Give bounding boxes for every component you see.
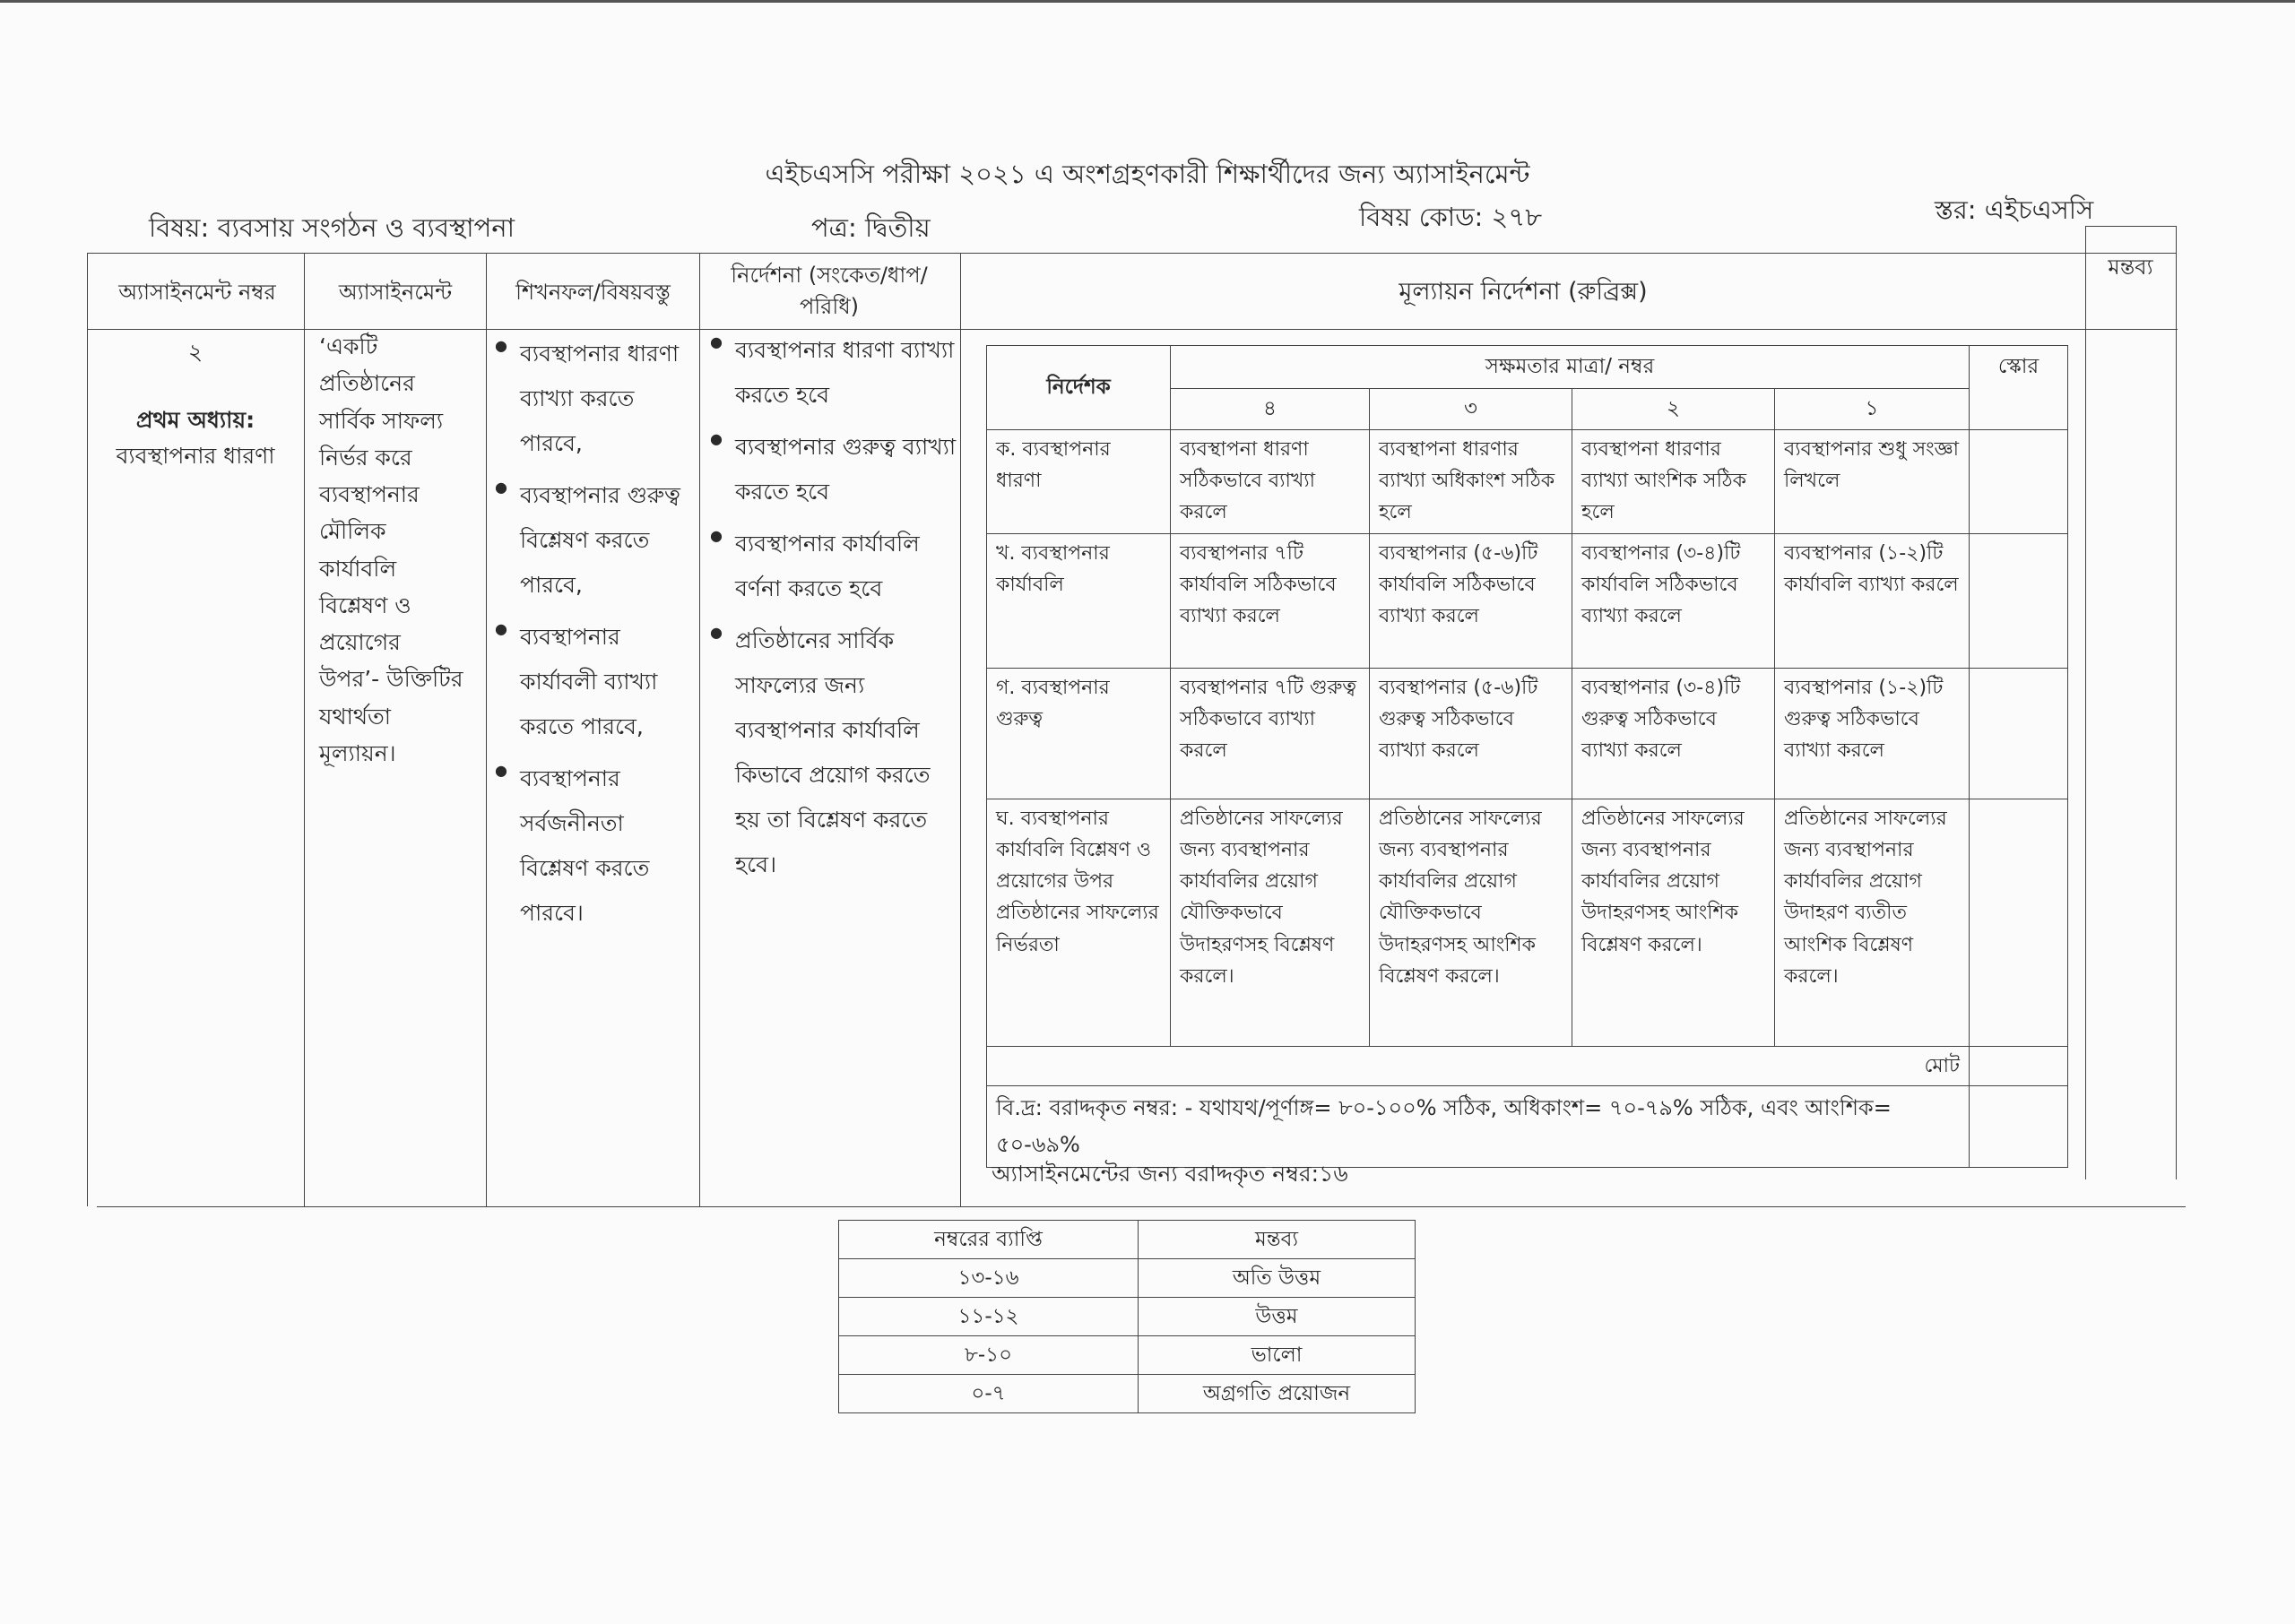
rubric-level-1: ১ (1775, 389, 1970, 430)
rubric-level-4: ৪ (1171, 389, 1370, 430)
chapter-name: ব্যবস্থাপনার ধারণা (116, 443, 275, 469)
rubric-cell: ব্যবস্থাপনা ধারণার ব্যাখ্যা অধিকাংশ সঠিক হলে (1370, 429, 1572, 533)
rubric-cell: ব্যবস্থাপনার ৭টি গুরুত্ব সঠিকভাবে ব্যাখ্যা করলে (1171, 668, 1370, 799)
rubric-indicator: ঘ. ব্যবস্থাপনার কার্যাবলি বিশ্লেষণ ও প্রয়োগের উপর প্রতিষ্ঠানের সাফল্যের নির্ভরতা (987, 799, 1171, 1046)
learning-outcome-item: ● ব্যবস্থাপনার কার্যাবলী ব্যাখ্যা করতে পারবে, (495, 615, 694, 749)
rubric-score-cell (1970, 533, 2068, 668)
range-header-score: নম্বরের ব্যাপ্তি (839, 1221, 1139, 1259)
rubric-cell: প্রতিষ্ঠানের সাফল্যের জন্য ব্যবস্থাপনার কার্যাবলির প্রয়োগ যৌক্তিকভাবে উদাহরণসহ বিশ্লেষণ করলে। (1171, 799, 1370, 1046)
rubric-cell: ব্যবস্থাপনার ৭টি কার্যাবলি সঠিকভাবে ব্যাখ্যা করলে (1171, 533, 1370, 668)
remarks-top-border (2085, 226, 2176, 227)
range-remark: অগ্রগতি প্রয়োজন (1139, 1375, 1416, 1413)
chapter-label: প্রথম অধ্যায়: (135, 407, 255, 433)
learning-outcome-item: ● ব্যবস্থাপনার ধারণা ব্যাখ্যা করতে পারবে, (495, 332, 694, 466)
rubric-cell: ব্যবস্থাপনার (৫-৬)টি গুরুত্ব সঠিকভাবে ব্যাখ্যা করলে (1370, 668, 1572, 799)
rubric-score-cell (1970, 389, 2068, 430)
learning-outcome-item: ● ব্যবস্থাপনার সর্বজনীনতা বিশ্লেষণ করতে পারবে। (495, 756, 694, 936)
instruction-item: ● প্রতিষ্ঠানের সার্বিক সাফল্যের জন্য ব্যবস্থাপনার কার্যাবলি কিভাবে প্রয়োগ করতে হয় তা বিশ্লেষণ করতে হবে। (710, 618, 957, 887)
range-remark: উত্তম (1139, 1298, 1416, 1336)
instruction-item: ● ব্যবস্থাপনার কার্যাবলি বর্ণনা করতে হবে (710, 522, 957, 611)
assignment-text: ‘একটি প্রতিষ্ঠানের সার্বিক সাফল্য নির্ভর করে ব্যবস্থাপনার মৌলিক কার্যাবলি বিশ্লেষণ ও প্রয়োগের উপর’- উক্তিটির যথার্থতা মূল্যায়ন। (319, 333, 463, 766)
rubric-level-3: ৩ (1370, 389, 1572, 430)
range-score: ১৩-১৬ (839, 1259, 1139, 1298)
instruction-item: ● ব্যবস্থাপনার ধারণা ব্যাখ্যা করতে হবে (710, 328, 957, 418)
rubric-indicator-header: নির্দেশক (987, 346, 1171, 430)
rubric-score-cell (1970, 799, 2068, 1046)
header-learning-outcome: শিখনফল/বিষয়বস্তু (515, 279, 671, 305)
rubric-cell: ব্যবস্থাপনার (৫-৬)টি কার্যাবলি সঠিকভাবে ব্যাখ্যা করলে (1370, 533, 1572, 668)
rubric-cell: প্রতিষ্ঠানের সাফল্যের জন্য ব্যবস্থাপনার কার্যাবলির প্রয়োগ উদাহরণসহ আংশিক বিশ্লেষণ করলে। (1572, 799, 1775, 1046)
rubric-note: বি.দ্র: বরাদ্দকৃত নম্বর: - যথাযথ/পূর্ণাঙ্গ= ৮০-১০০% সঠিক, অধিকাংশ= ৭০-৭৯% সঠিক, এবং আংশিক= ৫০-৬৯% (987, 1085, 1970, 1167)
header-instructions: নির্দেশনা (সংকেত/ধাপ/পরিধি) (731, 263, 928, 319)
rubric-table (986, 345, 2068, 1168)
header-assignment-no: অ্যাসাইনমেন্ট নম্বর (118, 279, 276, 305)
subject-label: বিষয়: ব্যবসায় সংগঠন ও ব্যবস্থাপনা (149, 212, 515, 243)
allocated-marks: অ্যাসাইনমেন্টের জন্য বরাদ্দকৃত নম্বর:১৬ (992, 1161, 1348, 1187)
assignment-number: ২ (187, 339, 204, 365)
rubric-note-score (1970, 1085, 2068, 1167)
rubric-indicator: গ. ব্যবস্থাপনার গুরুত্ব (987, 668, 1171, 799)
score-range-table (838, 1220, 1416, 1413)
paper-label: পত্র: দ্বিতীয় (811, 212, 931, 243)
range-header-remark: মন্তব্য (1139, 1221, 1416, 1259)
rubric-cell: প্রতিষ্ঠানের সাফল্যের জন্য ব্যবস্থাপনার কার্যাবলির প্রয়োগ উদাহরণ ব্যতীত আংশিক বিশ্লেষণ করলে। (1775, 799, 1970, 1046)
rubric-indicator: ক. ব্যবস্থাপনার ধারণা (987, 429, 1171, 533)
col-line-6 (2176, 226, 2177, 1179)
rubric-level-2: ২ (1572, 389, 1775, 430)
page-title: এইচএসসি পরীক্ষা ২০২১ এ অংশগ্রহণকারী শিক্ষার্থীদের জন্য অ্যাসাইনমেন্ট (765, 159, 1530, 189)
rubric-indicator: খ. ব্যবস্থাপনার কার্যাবলি (987, 533, 1171, 668)
rubric-score-cell (1970, 429, 2068, 533)
level-label: স্তর: এইচএসসি (1935, 194, 2094, 225)
rubric-score-cell (1970, 668, 2068, 799)
rubric-cell: ব্যবস্থাপনার শুধু সংজ্ঞা লিখলে (1775, 429, 1970, 533)
instructions-list (710, 328, 957, 894)
range-remark: ভালো (1139, 1336, 1416, 1375)
main-table-top-border (87, 253, 2176, 254)
rubric-cell: ব্যবস্থাপনার (১-২)টি কার্যাবলি ব্যাখ্যা করলে (1775, 533, 1970, 668)
range-remark: অতি উত্তম (1139, 1259, 1416, 1298)
rubric-score-header: স্কোর (1970, 346, 2068, 389)
rubric-level-header: সক্ষমতার মাত্রা/ নম্বর (1171, 346, 1970, 389)
rubric-cell: ব্যবস্থাপনা ধারণা সঠিকভাবে ব্যাখ্যা করলে (1171, 429, 1370, 533)
learning-outcome-item: ● ব্যবস্থাপনার গুরুত্ব বিশ্লেষণ করতে পারবে, (495, 473, 694, 608)
rubric-cell: ব্যবস্থাপনা ধারণার ব্যাখ্যা আংশিক সঠিক হলে (1572, 429, 1775, 533)
subject-code-label: বিষয় কোড: ২৭৮ (1359, 202, 1543, 232)
col-line-0 (87, 253, 88, 1206)
rubric-cell: ব্যবস্থাপনার (৩-৪)টি গুরুত্ব সঠিকভাবে ব্যাখ্যা করলে (1572, 668, 1775, 799)
instruction-item: ● ব্যবস্থাপনার গুরুত্ব ব্যাখ্যা করতে হবে (710, 425, 957, 514)
col-line-4 (960, 253, 961, 1206)
header-evaluation: মূল্যায়ন নির্দেশনা (রুব্রিক্স) (1399, 278, 1648, 307)
rubric-cell: ব্যবস্থাপনার (১-২)টি গুরুত্ব সঠিকভাবে ব্যাখ্যা করলে (1775, 668, 1970, 799)
col-line-2 (486, 253, 487, 1206)
rubric-total-label: মোট (987, 1046, 1970, 1085)
range-score: ০-৭ (839, 1375, 1139, 1413)
col-line-5 (2085, 226, 2086, 1179)
main-table-bottom-border (97, 1206, 2186, 1207)
range-score: ৮-১০ (839, 1336, 1139, 1375)
col-line-1 (304, 253, 305, 1206)
top-edge (0, 0, 2295, 3)
col-line-3 (699, 253, 700, 1206)
rubric-cell: প্রতিষ্ঠানের সাফল্যের জন্য ব্যবস্থাপনার কার্যাবলির প্রয়োগ যৌক্তিকভাবে উদাহরণসহ আংশিক বিশ্লেষণ করলে। (1370, 799, 1572, 1046)
header-remarks: মন্তব্য (2108, 254, 2153, 280)
rubric-total-score (1970, 1046, 2068, 1085)
rubric-cell: ব্যবস্থাপনার (৩-৪)টি কার্যাবলি সঠিকভাবে ব্যাখ্যা করলে (1572, 533, 1775, 668)
learning-outcomes-list (495, 332, 694, 943)
range-score: ১১-১২ (839, 1298, 1139, 1336)
header-assignment: অ্যাসাইনমেন্ট (338, 279, 453, 305)
